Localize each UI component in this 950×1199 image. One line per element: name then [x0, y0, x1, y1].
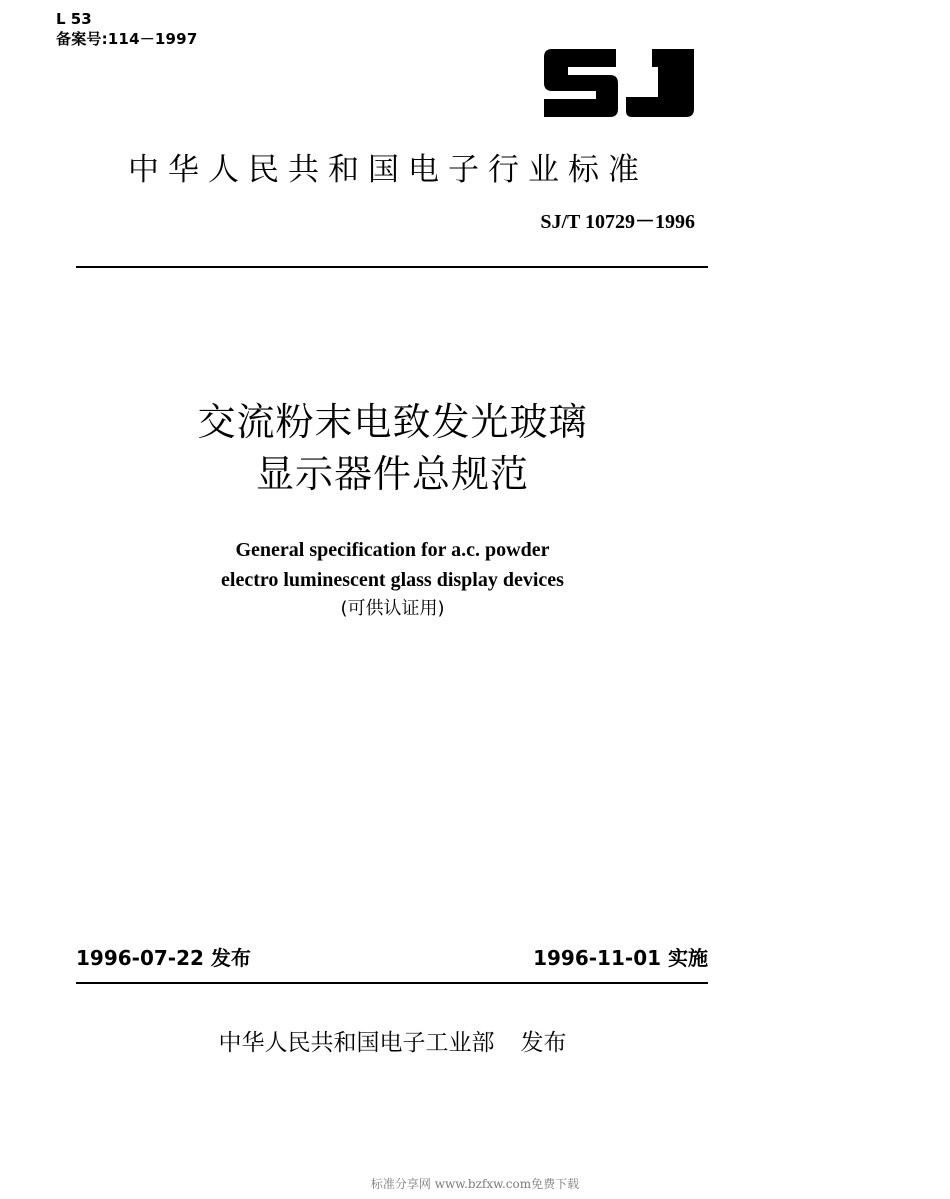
publisher-line: [120, 1027, 665, 1059]
title-en-line1: General specification for a.c. powder: [235, 539, 550, 561]
footer-watermark: 标准分享网 www.bzfxw.com免费下载: [370, 1177, 580, 1191]
bottom-divider: [76, 982, 708, 984]
title-zh-line1: 交流粉末电致发光玻璃: [197, 400, 588, 444]
classification-code: L 53: [56, 10, 92, 28]
certification-note: (可供认证用): [340, 598, 445, 619]
title-zh-line2: 显示器件总规范: [255, 452, 529, 496]
implementation-date: 1996-11-01 实施: [533, 946, 708, 970]
publisher-action: 发布: [520, 1030, 567, 1056]
sj-logo-graphic: [540, 45, 696, 121]
standard-number: SJ/T 10729－1996: [540, 211, 695, 233]
standard-category: 中华人民共和国电子行业标准: [128, 152, 648, 188]
sj-logo: [540, 45, 696, 121]
publisher-name: 中华人民共和国电子工业部: [218, 1030, 495, 1056]
title-en-line2: electro luminescent glass display devices: [221, 569, 564, 591]
top-divider: [76, 266, 708, 268]
record-number: 备案号:114－1997: [56, 30, 198, 48]
issue-date: 1996-07-22 发布: [76, 946, 251, 970]
